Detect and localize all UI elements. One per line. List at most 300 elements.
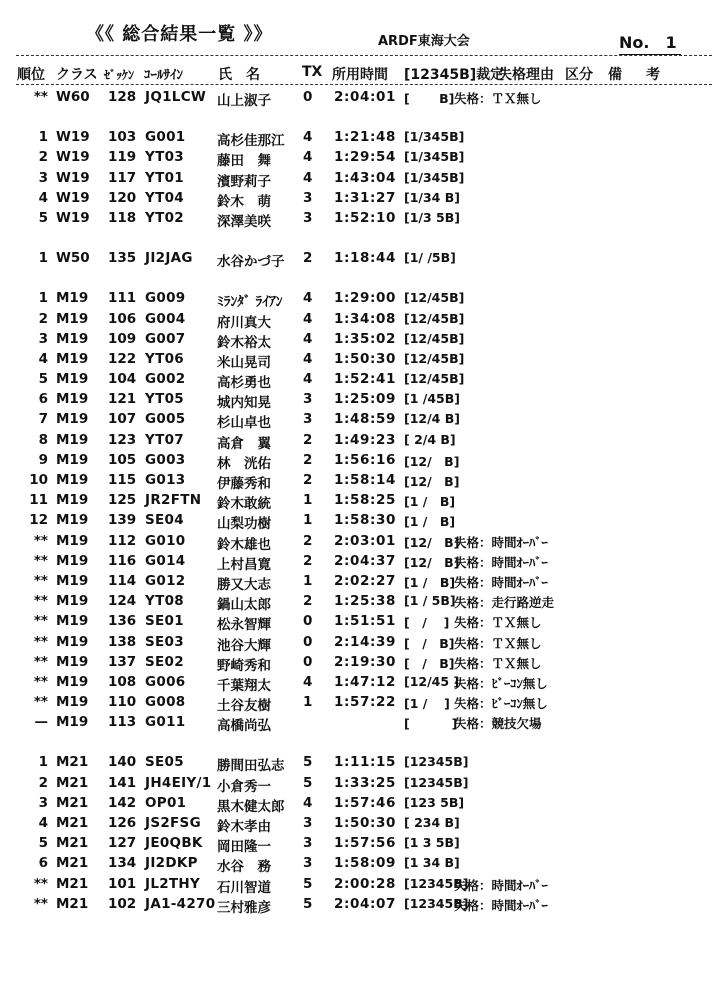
ruling-cell: [12/ B] (404, 453, 460, 469)
callsign-cell: JQ1LCW (145, 89, 207, 105)
ruling-cell: [ B] (404, 91, 455, 106)
callsign-cell: G008 (145, 694, 186, 711)
time-cell: 1:52:41 (334, 371, 396, 388)
tx-cell: 4 (303, 129, 313, 146)
table-row (0, 753, 727, 773)
table-row (0, 169, 727, 189)
class-cell: M19 (56, 512, 89, 529)
class-cell: W19 (56, 189, 90, 206)
ruling-cell: [12/ B] (404, 474, 460, 489)
table-row (0, 310, 727, 330)
bib-cell: 113 (108, 714, 137, 731)
ruling-cell: [12/4 B] (404, 411, 460, 427)
ruling-cell: [1/345B] (404, 169, 465, 185)
header-divider-bottom (16, 84, 712, 85)
class-cell: M21 (56, 895, 89, 912)
callsign-cell: JE0QBK (145, 835, 203, 852)
rank-cell: ** (33, 89, 48, 105)
callsign-cell: YT01 (145, 169, 184, 186)
name-cell: 林 洸佑 (217, 455, 271, 472)
tx-cell: 3 (303, 815, 313, 831)
page-title: 《《 総合結果一覧 》》 (86, 24, 273, 45)
tx-cell: 0 (303, 89, 313, 105)
name-cell: 高杉佳那江 (217, 133, 285, 150)
event-name: ARDF東海大会 (378, 34, 470, 49)
bib-cell: 135 (108, 250, 137, 267)
time-cell: 1:18:44 (334, 250, 396, 267)
table-row (0, 370, 727, 390)
rank-cell: 8 (38, 431, 48, 448)
col-ruling: [12345B]裁定 (404, 67, 505, 83)
time-cell: 1:58:14 (334, 472, 396, 488)
table-row (0, 854, 727, 874)
table-row (0, 693, 727, 713)
ruling-cell: [12/ B] (404, 534, 460, 550)
ruling-cell: [12345B] (404, 895, 469, 911)
table-row (0, 774, 727, 794)
ruling-cell: [12345B] (404, 875, 469, 891)
tx-cell: 1 (303, 512, 313, 529)
name-cell: 濱野莉子 (217, 173, 271, 190)
ruling-cell: [12/45B] (404, 330, 465, 346)
dq-reason-cell: 失格：ＴＸ無し (454, 655, 542, 671)
table-row (0, 88, 727, 108)
rank-cell: ** (33, 532, 48, 549)
bib-cell: 128 (108, 89, 137, 105)
bib-cell: 114 (108, 572, 137, 589)
callsign-cell: JI2JAG (145, 250, 193, 267)
table-row (0, 189, 727, 209)
time-cell: 2:03:01 (334, 532, 396, 549)
col-division: 区分 (565, 67, 593, 83)
rank-cell: 4 (38, 189, 48, 206)
callsign-cell: G009 (145, 290, 186, 307)
tx-cell: 5 (303, 895, 313, 912)
name-cell: 水谷 務 (217, 859, 271, 876)
table-row (0, 794, 727, 814)
ruling-cell: [ 234 B] (404, 815, 460, 830)
rank-cell: 11 (29, 492, 48, 509)
rank-cell: 5 (38, 371, 48, 388)
group-spacer (0, 733, 727, 753)
ruling-cell: [12/45 ] (404, 673, 460, 689)
tx-cell: 0 (303, 653, 313, 670)
table-row (0, 532, 727, 552)
class-cell: M19 (56, 572, 89, 589)
bib-cell: 109 (108, 330, 137, 347)
name-cell: 藤田 舞 (217, 153, 271, 170)
bib-cell: 142 (108, 794, 137, 811)
table-row (0, 673, 727, 693)
table-row (0, 592, 727, 612)
bib-cell: 122 (108, 350, 137, 367)
callsign-cell: G013 (145, 472, 186, 488)
rank-cell: — (34, 714, 48, 731)
rank-cell: 3 (38, 169, 48, 186)
col-class: クラス (56, 67, 98, 83)
ruling-cell: [12/45B] (404, 371, 465, 387)
name-cell: 野崎秀和 (217, 657, 271, 674)
rank-cell: 6 (38, 855, 48, 872)
tx-cell: 4 (303, 169, 313, 186)
name-cell: 土谷友樹 (217, 698, 271, 715)
callsign-cell: G012 (145, 572, 186, 589)
page-number: No. 1 (619, 30, 681, 55)
ruling-cell: [12/45B] (404, 310, 465, 326)
callsign-cell: YT06 (145, 350, 184, 367)
tx-cell: 3 (303, 855, 313, 872)
ruling-cell: [1 3 5B] (404, 835, 460, 851)
tx-cell: 4 (303, 149, 313, 166)
callsign-cell: OP01 (145, 794, 187, 811)
rank-cell: 6 (38, 391, 48, 408)
ruling-cell: [1/345B] (404, 129, 465, 145)
time-cell: 1:21:48 (334, 129, 396, 146)
bib-cell: 117 (108, 169, 137, 186)
time-cell: 1:56:16 (334, 451, 396, 468)
callsign-cell: YT08 (145, 593, 184, 610)
rank-cell: ** (33, 673, 48, 690)
rank-cell: 1 (38, 250, 48, 267)
table-row (0, 653, 727, 673)
callsign-cell: JL2THY (145, 875, 201, 892)
rank-cell: 3 (38, 330, 48, 347)
tx-cell: 0 (303, 613, 313, 630)
name-cell: ﾐﾗﾝﾀﾞ ﾗｲｱﾝ (217, 294, 283, 311)
name-cell: 水谷かづ子 (217, 254, 285, 271)
time-cell: 2:00:28 (334, 875, 396, 892)
class-cell: M19 (56, 653, 89, 670)
dq-reason-cell: 失格：ＴＸ無し (454, 91, 542, 106)
tx-cell: 3 (303, 189, 313, 206)
callsign-cell: YT05 (145, 391, 184, 408)
tx-cell: 4 (303, 794, 313, 811)
bib-cell: 124 (108, 593, 137, 610)
table-row (0, 895, 727, 915)
rank-cell: ** (33, 875, 48, 892)
tx-cell: 2 (303, 451, 313, 468)
callsign-cell: JI2DKP (145, 855, 198, 872)
col-time: 所用時間 (332, 67, 388, 83)
rank-cell: ** (33, 593, 48, 610)
name-cell: 勝又大志 (217, 576, 271, 593)
class-cell: W19 (56, 149, 90, 166)
callsign-cell: G003 (145, 451, 186, 468)
bib-cell: 116 (108, 552, 137, 569)
rank-cell: ** (33, 653, 48, 670)
class-cell: M21 (56, 875, 89, 892)
time-cell: 2:19:30 (334, 653, 396, 670)
time-cell: 2:02:27 (334, 572, 396, 589)
ruling-cell: [ / ] (404, 615, 450, 631)
ruling-cell: [1 / B] (404, 514, 456, 530)
callsign-cell: G010 (145, 532, 186, 549)
ruling-cell: [1 / B] (404, 574, 456, 590)
tx-cell: 3 (303, 835, 313, 852)
tx-cell: 1 (303, 572, 313, 589)
ruling-cell: [123 5B] (404, 794, 465, 810)
time-cell: 1:43:04 (334, 169, 396, 186)
class-cell: M21 (56, 835, 89, 852)
table-row (0, 209, 727, 229)
table-row (0, 491, 727, 511)
ruling-cell: [1 / B] (404, 494, 456, 510)
callsign-cell: G002 (145, 371, 186, 388)
dq-reason-cell: 失格：時間ｵｰﾊﾞｰ (454, 877, 548, 893)
tx-cell: 2 (303, 472, 313, 488)
callsign-cell: JR2FTN (145, 492, 202, 509)
name-cell: 伊藤秀和 (217, 476, 271, 492)
table-row (0, 451, 727, 471)
class-cell: M21 (56, 754, 89, 771)
ruling-cell: [1/3 5B] (404, 209, 460, 225)
time-cell: 2:04:07 (334, 895, 396, 912)
bib-cell: 120 (108, 189, 137, 206)
callsign-cell: SE01 (145, 613, 184, 630)
bib-cell: 137 (108, 653, 137, 670)
time-cell: 1:57:22 (334, 694, 396, 711)
bib-cell: 102 (108, 895, 137, 912)
callsign-cell: JA1-4270 (145, 895, 216, 912)
name-cell: 松永智輝 (217, 617, 271, 634)
table-row (0, 431, 727, 451)
name-cell: 鈴木 萌 (217, 193, 271, 210)
bib-cell: 140 (108, 754, 137, 771)
class-cell: M19 (56, 472, 89, 488)
callsign-cell: SE02 (145, 653, 184, 670)
bib-cell: 136 (108, 613, 137, 630)
time-cell: 1:50:30 (334, 350, 396, 367)
ruling-cell: [1/345B] (404, 149, 465, 165)
bib-cell: 118 (108, 209, 137, 226)
tx-cell: 2 (303, 250, 313, 267)
bib-cell: 112 (108, 532, 137, 549)
class-cell: W60 (56, 89, 90, 105)
bib-cell: 115 (108, 472, 137, 488)
name-cell: 鈴木雄也 (217, 536, 271, 553)
bib-cell: 126 (108, 815, 137, 831)
name-cell: 三村雅彦 (217, 899, 271, 916)
ruling-cell: [12345B] (404, 774, 469, 790)
ruling-cell: [12/45B] (404, 290, 465, 306)
col-remarks-2: 考 (646, 67, 660, 83)
tx-cell: 0 (303, 633, 313, 650)
table-row (0, 572, 727, 592)
ruling-cell: [1/34 B] (404, 189, 460, 205)
class-cell: M19 (56, 694, 89, 711)
tx-cell: 2 (303, 532, 313, 549)
tx-cell: 3 (303, 391, 313, 408)
name-cell: 高橋尚弘 (217, 718, 271, 735)
time-cell: 1:29:54 (334, 149, 396, 166)
time-cell: 1:11:15 (334, 754, 396, 771)
tx-cell: 2 (303, 552, 313, 569)
class-cell: M19 (56, 613, 89, 630)
callsign-cell: YT04 (145, 189, 184, 206)
tx-cell: 5 (303, 875, 313, 892)
table-row (0, 633, 727, 653)
callsign-cell: YT03 (145, 149, 184, 166)
name-cell: 鈴木敢統 (217, 496, 271, 513)
bib-cell: 108 (108, 673, 137, 690)
rank-cell: 1 (38, 129, 48, 146)
table-row (0, 390, 727, 410)
tx-cell: 4 (303, 290, 313, 307)
dq-reason-cell: 失格：時間ｵｰﾊﾞｰ (454, 574, 548, 590)
name-cell: 黒木健太郎 (217, 798, 285, 815)
class-cell: M19 (56, 310, 89, 327)
bib-cell: 107 (108, 411, 137, 428)
dq-reason-cell: 失格：時間ｵｰﾊﾞｰ (454, 897, 548, 913)
callsign-cell: SE05 (145, 754, 184, 771)
bib-cell: 121 (108, 391, 137, 408)
time-cell: 1:47:12 (334, 673, 396, 690)
bib-cell: 125 (108, 492, 137, 509)
ruling-cell: [1 / 5B] (404, 593, 456, 609)
class-cell: W50 (56, 250, 90, 267)
tx-cell: 2 (303, 593, 313, 610)
name-cell: 勝間田弘志 (217, 758, 285, 775)
time-cell: 1:58:25 (334, 492, 396, 509)
table-row (0, 249, 727, 269)
ruling-cell: [ / B] (404, 655, 455, 671)
bib-cell: 138 (108, 633, 137, 650)
rank-cell: 9 (38, 451, 48, 468)
table-row (0, 350, 727, 370)
ruling-cell: [ / B] (404, 635, 455, 651)
time-cell: 1:25:38 (334, 593, 396, 610)
name-cell: 千葉翔太 (217, 677, 271, 694)
name-cell: 鈴木孝由 (217, 819, 271, 835)
rank-cell: ** (33, 552, 48, 569)
rank-cell: ** (33, 694, 48, 711)
callsign-cell: G004 (145, 310, 186, 327)
dq-reason-cell: 失格：競技欠場 (454, 716, 542, 732)
class-cell: M19 (56, 552, 89, 569)
rank-cell: ** (33, 613, 48, 630)
callsign-cell: YT07 (145, 431, 184, 448)
class-cell: M19 (56, 714, 89, 731)
name-cell: 高倉 翼 (217, 435, 271, 452)
name-cell: 池谷大輝 (217, 637, 271, 654)
class-cell: M19 (56, 532, 89, 549)
name-cell: 岡田隆一 (217, 839, 271, 856)
rank-cell: 2 (38, 774, 48, 791)
rank-cell: 4 (38, 350, 48, 367)
table-row (0, 552, 727, 572)
bib-cell: 119 (108, 149, 137, 166)
name-cell: 山梨功樹 (217, 516, 271, 533)
table-row (0, 410, 727, 430)
group-spacer (0, 229, 727, 249)
name-cell: 石川智道 (217, 879, 271, 896)
time-cell: 1:29:00 (334, 290, 396, 307)
bib-cell: 105 (108, 451, 137, 468)
class-cell: W19 (56, 209, 90, 226)
rank-cell: 5 (38, 209, 48, 226)
class-cell: M19 (56, 290, 89, 307)
callsign-cell: G011 (145, 714, 186, 731)
bib-cell: 111 (108, 290, 137, 307)
callsign-cell: JH4EIY/1 (145, 774, 212, 791)
callsign-cell: JS2FSG (145, 815, 201, 831)
results-table (0, 88, 727, 915)
name-cell: 小倉秀一 (217, 778, 271, 795)
rank-cell: 1 (38, 754, 48, 771)
rank-cell: 3 (38, 794, 48, 811)
ruling-cell: [ ] (404, 716, 458, 732)
col-tx: TX (302, 64, 323, 80)
bib-cell: 134 (108, 855, 137, 872)
bib-cell: 103 (108, 129, 137, 146)
time-cell: 1:31:27 (334, 189, 396, 206)
table-row (0, 511, 727, 531)
time-cell: 2:14:39 (334, 633, 396, 650)
bib-cell: 104 (108, 371, 137, 388)
callsign-cell: SE04 (145, 512, 184, 529)
tx-cell: 4 (303, 310, 313, 327)
tx-cell: 1 (303, 694, 313, 711)
name-cell: 高杉勇也 (217, 375, 271, 392)
bib-cell: 101 (108, 875, 137, 892)
class-cell: M21 (56, 855, 89, 872)
class-cell: M19 (56, 431, 89, 448)
class-cell: M19 (56, 492, 89, 509)
callsign-cell: G007 (145, 330, 186, 347)
tx-cell: 4 (303, 330, 313, 347)
time-cell: 1:51:51 (334, 613, 396, 630)
bib-cell: 110 (108, 694, 137, 711)
class-cell: M19 (56, 633, 89, 650)
name-cell: 城内知晃 (217, 395, 271, 412)
time-cell: 1:57:56 (334, 835, 396, 852)
callsign-cell: SE03 (145, 633, 184, 650)
table-row (0, 713, 727, 733)
table-row (0, 814, 727, 834)
time-cell: 1:58:30 (334, 512, 396, 529)
rank-cell: 4 (38, 815, 48, 831)
table-row (0, 330, 727, 350)
header-divider-top (16, 55, 712, 56)
bib-cell: 141 (108, 774, 137, 791)
col-rank: 順位 (17, 67, 45, 83)
bib-cell: 139 (108, 512, 137, 529)
col-dq-reason: 失格理由 (498, 67, 554, 83)
bib-cell: 123 (108, 431, 137, 448)
name-cell: 杉山卓也 (217, 415, 271, 432)
tx-cell: 5 (303, 774, 313, 791)
table-row (0, 128, 727, 148)
time-cell: 1:57:46 (334, 794, 396, 811)
time-cell: 1:48:59 (334, 411, 396, 428)
dq-reason-cell: 失格：走行路逆走 (454, 595, 555, 611)
ruling-cell: [ 2/4 B] (404, 431, 456, 447)
tx-cell: 4 (303, 350, 313, 367)
time-cell: 1:35:02 (334, 330, 396, 347)
dq-reason-cell: 失格：ＴＸ無し (454, 615, 542, 631)
dq-reason-cell: 失格：時間ｵｰﾊﾞｰ (454, 554, 548, 570)
table-row (0, 289, 727, 309)
class-cell: W19 (56, 129, 90, 146)
class-cell: M19 (56, 330, 89, 347)
bib-cell: 106 (108, 310, 137, 327)
rank-cell: 1 (38, 290, 48, 307)
table-row (0, 612, 727, 632)
ruling-cell: [1/ /5B] (404, 250, 456, 266)
time-cell: 1:58:09 (334, 855, 396, 872)
time-cell: 1:25:09 (334, 391, 396, 408)
class-cell: W19 (56, 169, 90, 186)
